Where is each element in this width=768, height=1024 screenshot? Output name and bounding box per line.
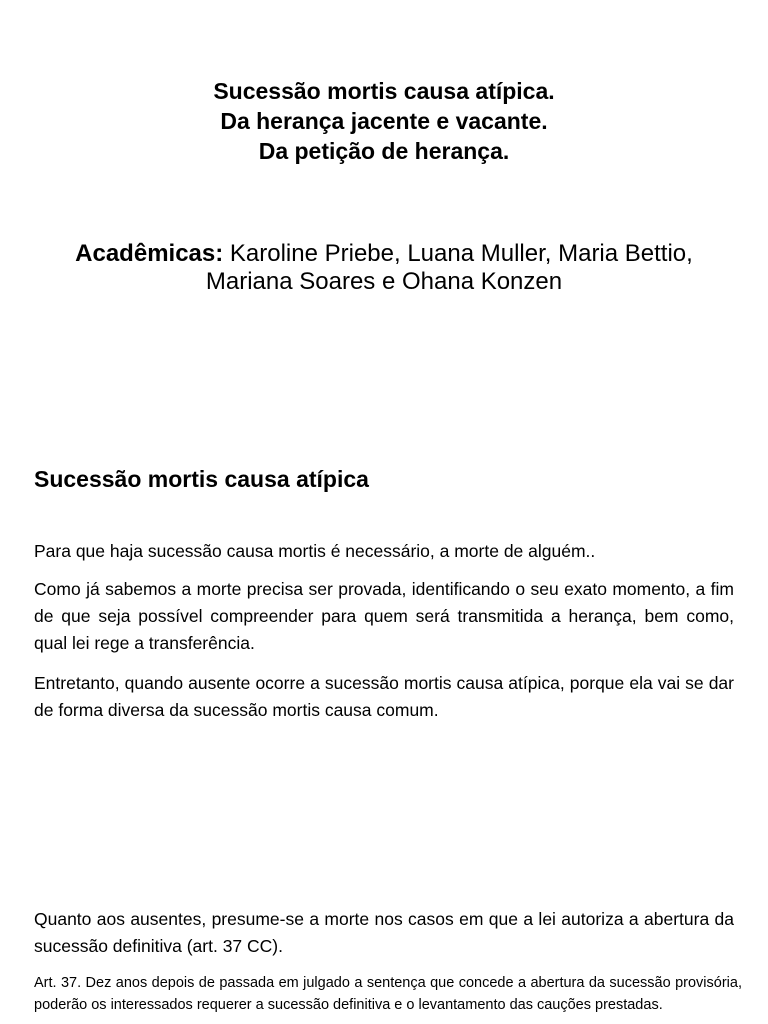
authors-names-2: Mariana Soares e Ohana Konzen [205, 268, 563, 295]
paragraph-1: Para que haja sucessão causa mortis é necessário, a morte de alguém.. [34, 541, 596, 561]
title-line-2: Da herança jacente e vacante. [220, 108, 548, 134]
authors-names-1: Karoline Priebe, Luana Muller, Maria Bettio, [223, 240, 693, 267]
legal-quote: Art. 37. Dez anos depois de passada em julgado a sentença que concede a abertura da sucessão provisória, poderão os interessados requerer a sucessão definitiva e o levantamento das cauções prestadas. [34, 975, 742, 1013]
authors-line-1 [0, 240, 768, 268]
title-line-1: Sucessão mortis causa atípica. [213, 78, 555, 104]
authors-block [0, 240, 768, 296]
section-heading: Sucessão mortis causa atípica [34, 466, 369, 492]
authors-label: Acadêmicas: [75, 240, 224, 267]
paragraph-2: Como já sabemos a morte precisa ser provada, identificando o seu exato momento, a fim de que seja possível compreender para quem será transmitida a herança, bem como, qual lei rege a transferência. [34, 579, 734, 653]
title-line-3: Da petição de herança. [258, 138, 510, 164]
paragraph-3: Entretanto, quando ausente ocorre a sucessão mortis causa atípica, porque ela vai se dar de forma diversa da sucessão mortis causa comum. [34, 673, 734, 720]
paragraph-4: Quanto aos ausentes, presume-se a morte nos casos em que a lei autoriza a abertura da sucessão definitiva (art. 37 CC). [34, 909, 734, 956]
document-title [0, 76, 768, 166]
